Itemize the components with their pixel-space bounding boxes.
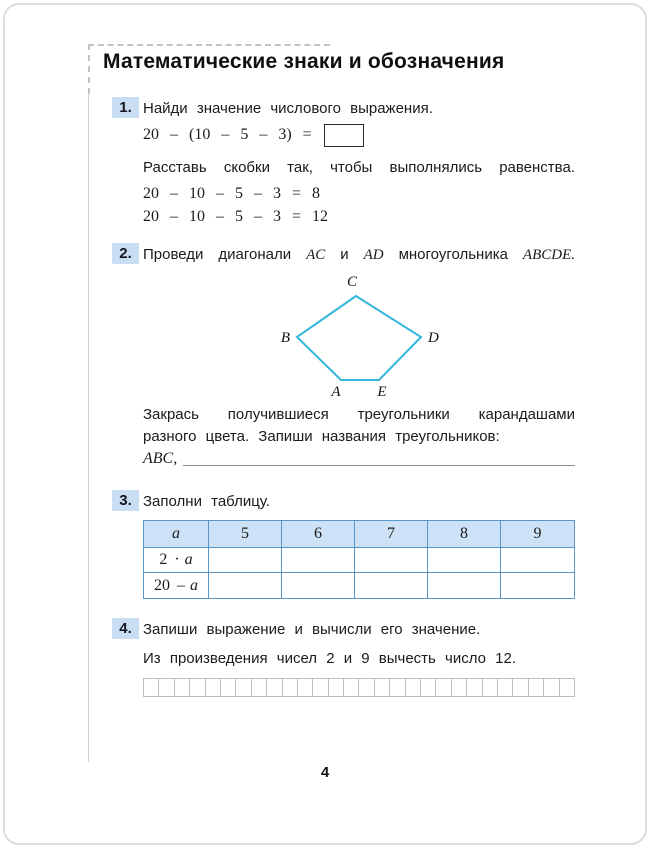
pentagon-ABCDE[interactable] — [297, 296, 421, 380]
table-header-7: 7 — [355, 521, 428, 548]
diagonal-AC-label: AC — [306, 247, 326, 263]
task1-prompt: Найди значение числового выражения. — [143, 100, 433, 117]
writing-cell[interactable] — [344, 679, 359, 696]
writing-cell[interactable] — [159, 679, 174, 696]
table-header-a-label: a — [172, 525, 180, 542]
task2-prompt-part: и — [325, 246, 364, 263]
page-title: Математические знаки и обозначения — [103, 50, 505, 73]
page-number: 4 — [320, 764, 330, 781]
writing-cell[interactable] — [483, 679, 498, 696]
table-cell[interactable] — [428, 573, 501, 598]
writing-cell[interactable] — [406, 679, 421, 696]
table-cell[interactable] — [428, 548, 501, 573]
writing-cell[interactable] — [544, 679, 559, 696]
writing-cell[interactable] — [375, 679, 390, 696]
row2-label-text: 20 – — [154, 576, 185, 594]
task1-number-badge: 1. — [112, 97, 139, 118]
writing-cell[interactable] — [329, 679, 344, 696]
writing-cell[interactable] — [190, 679, 205, 696]
table-row1-label — [144, 548, 209, 573]
task2-prompt-part: Проведи диагонали — [143, 246, 307, 263]
values-table — [143, 520, 575, 599]
writing-grid — [143, 678, 575, 697]
task4-prompt: Запиши выражение и вычисли его значение. — [143, 621, 481, 638]
task3-number-badge: 3. — [112, 490, 139, 511]
row1-label-text: 2 · — [159, 551, 180, 568]
vertex-label-A: A — [331, 384, 341, 400]
task1-prompt2: Расставь скобки так, чтобы выполнялись равенства. — [143, 159, 575, 176]
writing-cell[interactable] — [359, 679, 374, 696]
answer-box[interactable] — [324, 124, 364, 147]
writing-cell[interactable] — [529, 679, 544, 696]
task1-expression: 20 – (10 – 5 – 3) = — [143, 126, 312, 144]
vertex-label-C: C — [346, 274, 358, 290]
table-cell[interactable] — [209, 573, 282, 598]
table-cell[interactable] — [282, 548, 355, 573]
task1-equation2: 20 – 10 – 5 – 3 = 12 — [143, 208, 329, 225]
writing-cell[interactable] — [560, 679, 574, 696]
task2-prompt2-line2: разного цвета. Запиши названия треугольников: — [143, 428, 500, 445]
writing-cell[interactable] — [513, 679, 528, 696]
writing-cell[interactable] — [298, 679, 313, 696]
writing-cell[interactable] — [390, 679, 405, 696]
vertex-label-D: D — [428, 330, 439, 346]
task2-answer-start: ABC, — [143, 450, 178, 467]
table-cell[interactable] — [282, 573, 355, 598]
writing-cell[interactable] — [267, 679, 282, 696]
writing-cell[interactable] — [283, 679, 298, 696]
task2-prompt2-line1: Закрась получившиеся треугольники карандашами — [143, 406, 575, 423]
polygon-name-label: ABCDE. — [522, 247, 575, 263]
dashed-rule-left — [88, 44, 90, 94]
table-row2-label — [144, 573, 209, 598]
vertex-label-E: E — [377, 384, 387, 400]
answer-write-line[interactable] — [183, 465, 575, 466]
left-margin-rule — [88, 94, 89, 762]
row1-label-var: a — [184, 551, 193, 568]
writing-cell[interactable] — [206, 679, 221, 696]
table-cell[interactable] — [501, 573, 574, 598]
table-cell[interactable] — [209, 548, 282, 573]
task2-prompt-part: многоугольника — [383, 246, 523, 263]
table-cell[interactable] — [355, 573, 428, 598]
table-header-a — [144, 521, 209, 548]
writing-cell[interactable] — [252, 679, 267, 696]
writing-cell[interactable] — [498, 679, 513, 696]
table-header-8: 8 — [428, 521, 501, 548]
vertex-label-B: B — [280, 330, 290, 346]
writing-cell[interactable] — [236, 679, 251, 696]
task2-number-badge: 2. — [112, 243, 139, 264]
writing-cell[interactable] — [221, 679, 236, 696]
task3-prompt: Заполни таблицу. — [143, 493, 270, 510]
task2-prompt — [143, 244, 575, 266]
writing-cell[interactable] — [421, 679, 436, 696]
task1-equation1: 20 – 10 – 5 – 3 = 8 — [143, 185, 321, 202]
dashed-rule-top — [88, 44, 330, 46]
table-cell[interactable] — [501, 548, 574, 573]
table-header-6: 6 — [282, 521, 355, 548]
task1-expression-line — [143, 124, 575, 147]
task4-number-badge: 4. — [112, 618, 139, 639]
table-header-9: 9 — [501, 521, 574, 548]
writing-cell[interactable] — [436, 679, 451, 696]
task2-answer-row — [143, 448, 575, 470]
table-header-5: 5 — [209, 521, 282, 548]
writing-cell[interactable] — [452, 679, 467, 696]
row2-label-var: a — [190, 576, 198, 594]
table-cell[interactable] — [355, 548, 428, 573]
writing-cell[interactable] — [467, 679, 482, 696]
task4-problem: Из произведения чисел 2 и 9 вычесть число 12. — [143, 650, 517, 667]
writing-cell[interactable] — [175, 679, 190, 696]
diagonal-AD-label: AD — [363, 247, 384, 263]
pentagon-figure — [270, 272, 440, 400]
writing-cell[interactable] — [313, 679, 328, 696]
writing-cell[interactable] — [144, 679, 159, 696]
